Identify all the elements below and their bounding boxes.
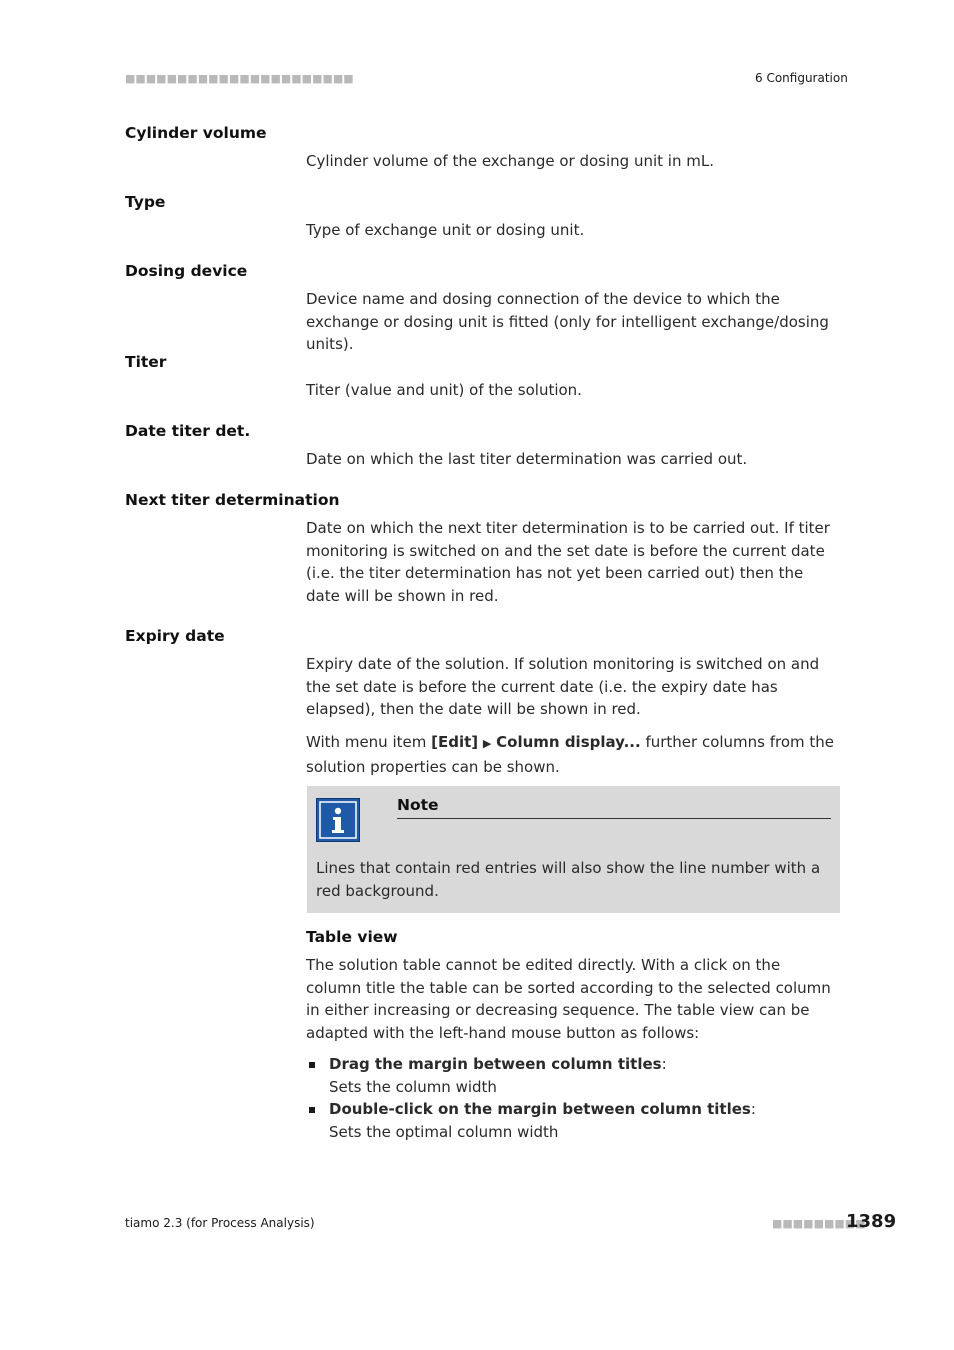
desc-expiry-date: Expiry date of the solution. If solution monitoring is switched on and the set date is before the current date (i.e. the expiry date has elapsed), then the date will be shown in red. [306, 655, 820, 718]
term-expiry-date: Expiry date [125, 627, 225, 645]
footer-marker: ■■■■■■■■■ [772, 1217, 866, 1230]
bullet-title: Drag the margin between column titles [329, 1055, 662, 1073]
table-view-heading: Table view [306, 928, 398, 946]
menu-edit: [Edit] [431, 733, 479, 751]
table-view-intro: The solution table cannot be edited directly. With a click on the column title the table can be sorted according to the selected column in either increasing or decreasing sequence. The table view can be adapted with the left-hand mouse button as follows: [306, 956, 831, 1042]
bullet-marker [309, 1062, 315, 1068]
menu-arrow-icon: ▶ [482, 737, 492, 750]
page-number: 1389 [846, 1211, 897, 1232]
desc-titer: Titer (value and unit) of the solution. [306, 381, 582, 399]
bullet-colon: : [750, 1100, 756, 1118]
bullet-detail: Sets the column width [329, 1077, 497, 1096]
chapter-title: 6 Configuration [755, 71, 848, 85]
menu-paragraph [306, 731, 840, 778]
term-titer: Titer [125, 353, 167, 371]
term-cylinder-volume: Cylinder volume [125, 124, 267, 142]
desc-cylinder-volume: Cylinder volume of the exchange or dosing unit in mL. [306, 152, 714, 170]
desc-next-titer-determination: Date on which the next titer determination is to be carried out. If titer monitoring is switched on and the set date is before the current date (i.e. the titer determination has not yet been carried out) then the date will be shown in red. [306, 519, 830, 605]
term-dosing-device: Dosing device [125, 262, 248, 280]
header-marker: ■■■■■■■■■■■■■■■■■■■■■■ [125, 72, 354, 85]
term-type: Type [125, 193, 166, 211]
footer-product: tiamo 2.3 (for Process Analysis) [125, 1216, 315, 1230]
desc-date-titer-det: Date on which the last titer determination was carried out. [306, 450, 748, 468]
bullet-colon: : [661, 1055, 667, 1073]
note-text: Lines that contain red entries will also show the line number with a red background. [316, 859, 821, 900]
bullet-item-drag [329, 1053, 839, 1098]
bullet-marker [309, 1107, 315, 1113]
menu-column-display: Column display... [496, 733, 641, 751]
term-next-titer-determination: Next titer determination [125, 491, 340, 509]
desc-dosing-device: Device name and dosing connection of the device to which the exchange or dosing unit is fitted (only for intelligent exchange/dosing units). [306, 290, 829, 353]
term-date-titer-det: Date titer det. [125, 422, 251, 440]
note-title: Note [397, 796, 439, 814]
desc-type: Type of exchange unit or dosing unit. [306, 221, 585, 239]
bullet-title: Double-click on the margin between column titles [329, 1100, 751, 1118]
menu-para-prefix: With menu item [306, 733, 432, 751]
bullet-item-double-click [329, 1098, 839, 1143]
info-icon [316, 798, 360, 842]
note-divider [397, 818, 831, 819]
bullet-detail: Sets the optimal column width [329, 1122, 559, 1141]
menu-para-suffix: further columns from the solution properties can be shown. [306, 733, 835, 776]
